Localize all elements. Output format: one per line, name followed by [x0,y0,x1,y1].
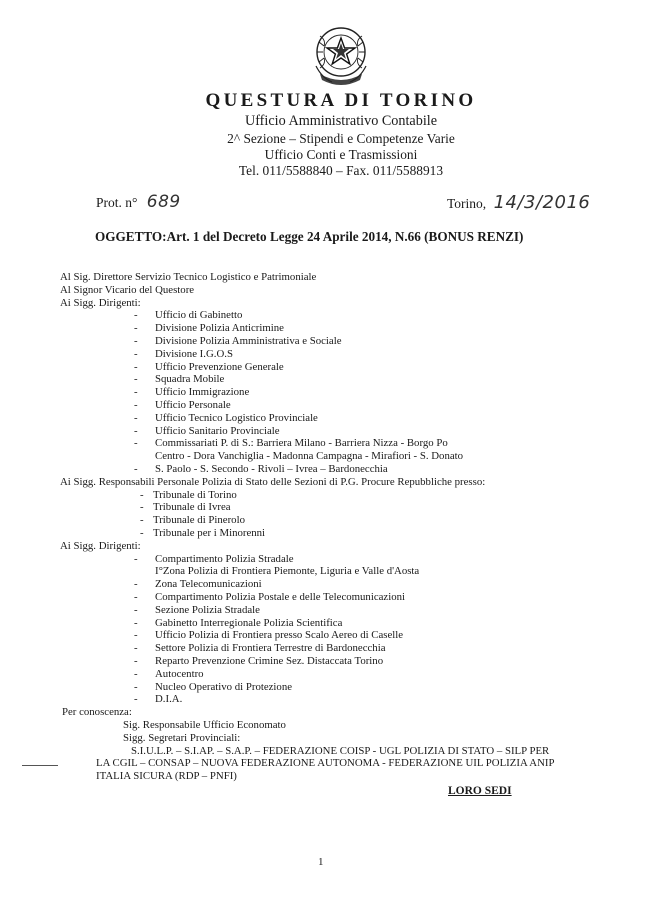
department-list-item: D.I.A. [155,693,183,706]
office-list-item: Ufficio Sanitario Provinciale [155,424,280,437]
department-list-item: Nucleo Operativo di Protezione [155,680,293,693]
subject-line: OGGETTO:Art. 1 del Decreto Legge 24 Aprile 2014, N.66 (BONUS RENZI) [95,229,524,244]
list-bullet: - [134,322,138,335]
list-bullet: - [134,578,138,591]
cc-heading: Per conoscenza: [62,706,132,719]
italian-republic-emblem-icon [306,22,376,92]
tribunal-list-item: Tribunale di Pinerolo [153,514,245,527]
department-list-item: I°Zona Polizia di Frontiera Piemonte, Liguria e Valle d'Aosta [155,565,420,578]
contact-line: Tel. 011/5588840 – Fax. 011/5588913 [238,163,444,178]
list-bullet: - [134,309,138,322]
department-list-item: Gabinetto Interregionale Polizia Scientifica [155,616,343,629]
margin-mark [22,765,58,766]
list-bullet: - [134,347,138,360]
tribunal-list-item: Tribunale di Torino [153,488,237,501]
handwritten-date: 14/3/2016 [493,192,591,213]
addressee-line: Al Signor Vicario del Questore [60,283,195,296]
section-name: 2^ Sezione – Stipendi e Competenze Varie [227,131,455,146]
addressee-line: Al Sig. Direttore Servizio Tecnico Logistico e Patrimoniale [60,271,317,283]
office-list-item: Ufficio Tecnico Logistico Provinciale [155,411,318,424]
department-list-item: Compartimento Polizia Stradale [155,552,294,565]
list-bullet: - [134,667,138,680]
sub-office-name: Ufficio Conti e Trasmissioni [264,147,418,162]
list-bullet: - [134,552,138,565]
department-list-item: Reparto Prevenzione Crimine Sez. Distaccata Torino [155,655,384,667]
list-bullet: - [134,655,138,667]
list-bullet: - [134,437,138,450]
office-name: Ufficio Amministrativo Contabile [244,113,438,129]
union-line: ITALIA SICURA (RDP – PNFI) [96,770,237,783]
department-list-item: Ufficio Polizia di Frontiera presso Scalo Aereo di Caselle [155,629,404,642]
office-list-item: Ufficio Prevenzione Generale [155,360,284,373]
department-list-item: Sezione Polizia Stradale [155,603,260,616]
page-number: 1 [318,856,324,868]
office-list-item: Commissariati P. di S.: Barriera Milano - Barriera Nizza - Borgo Po [155,437,448,450]
cc-line: Sig. Responsabile Ufficio Economato [123,719,286,731]
tribunal-list-item: Tribunale per i Minorenni [153,527,266,539]
office-list-item: Divisione Polizia Anticrimine [155,322,284,335]
list-bullet: - [134,591,138,603]
list-bullet: - [134,335,138,347]
list-bullet: - [134,399,138,411]
list-bullet: - [140,514,144,527]
list-bullet: - [140,527,144,539]
list-bullet: - [134,373,138,386]
office-list-item: S. Paolo - S. Secondo - Rivoli – Ivrea – Bardonecchia [155,463,388,475]
list-bullet: - [134,603,138,616]
list-bullet: - [134,360,138,373]
department-list-item: Settore Polizia di Frontiera Terrestre di Bardonecchia [155,642,386,655]
office-list-item: Centro - Dora Vanchiglia - Madonna Campagna - Mirafiori - S. Donato [155,450,464,463]
list-bullet: - [134,616,138,629]
place-label: Torino, [447,196,487,211]
union-line: S.I.U.L.P. – S.I.AP. – S.A.P. – FEDERAZIONE COISP - UGL POLIZIA DI STATO – SILP PER [131,744,550,757]
addressee-line: Ai Sigg. Responsabili Personale Polizia di Stato delle Sezioni di P.G. Procure Repubbliche presso: [60,475,486,488]
office-list-item: Divisione Polizia Amministrativa e Sociale [155,335,342,347]
list-bullet: - [134,680,138,693]
union-line: LA CGIL – CONSAP – NUOVA FEDERAZIONE AUTONOMA - FEDERAZIONE UIL POLIZIA ANIP [96,757,555,770]
list-bullet: - [134,463,138,475]
office-list-item: Ufficio Immigrazione [155,386,250,399]
office-list-item: Ufficio di Gabinetto [155,309,243,322]
place-date-line [447,192,590,213]
protocol-number: 689 [146,192,181,212]
loro-sedi: LORO SEDI [448,785,512,797]
list-bullet: - [134,411,138,424]
department-list-item: Autocentro [155,667,204,680]
list-bullet: - [134,629,138,642]
agency-title: QUESTURA DI TORINO [205,90,477,111]
protocol-label: Prot. n° [96,195,138,210]
office-list-item: Divisione I.G.O.S [155,347,233,360]
department-list-item: Zona Telecomunicazioni [155,578,262,591]
department-list-item: Compartimento Polizia Postale e delle Telecomunicazioni [155,591,406,603]
list-bullet: - [134,693,138,706]
tribunal-list-item: Tribunale di Ivrea [153,501,231,514]
addressee-line: Ai Sigg. Dirigenti: [60,539,141,552]
list-bullet: - [140,488,144,501]
office-list-item: Ufficio Personale [155,399,231,411]
list-bullet: - [134,642,138,655]
addressee-line: Ai Sigg. Dirigenti: [60,296,141,309]
list-bullet: - [140,501,144,514]
protocol-line [96,192,181,212]
office-list-item: Squadra Mobile [155,373,225,386]
cc-line: Sigg. Segretari Provinciali: [123,731,241,744]
list-bullet: - [134,424,138,437]
list-bullet: - [134,386,138,399]
